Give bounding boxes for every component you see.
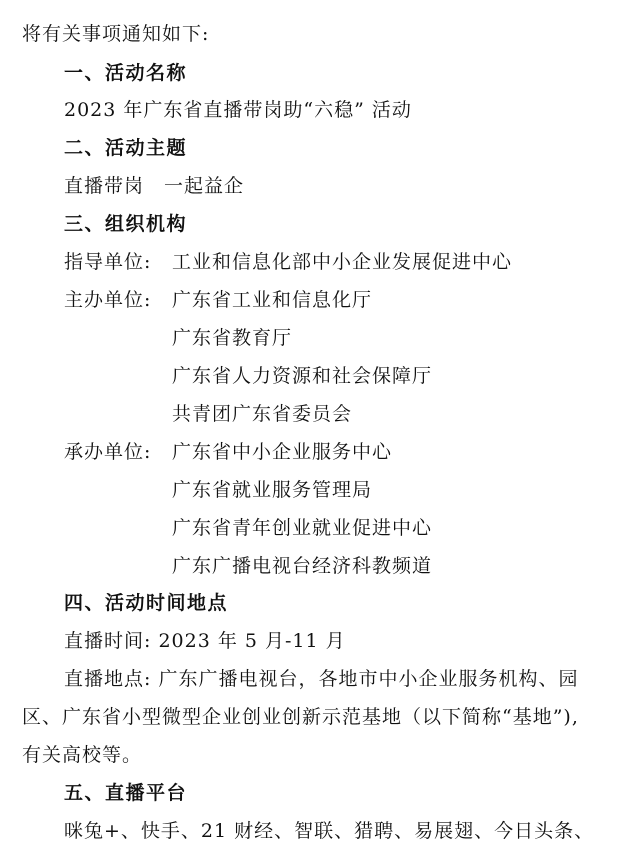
activity-name-text: 2023 年广东省直播带岗助“六稳” 活动 xyxy=(64,99,412,121)
organizer-unit-label: 承办单位: xyxy=(64,441,152,463)
host-unit: 广东省教育厅 xyxy=(172,327,293,349)
section-heading-activity-name: 一、活动名称 xyxy=(64,62,188,84)
platform-list-text: 咪兔+、快手、21 财经、智联、猎聘、易展翅、今日头条、 xyxy=(64,820,595,842)
activity-theme-text: 直播带岗 一起益企 xyxy=(64,175,245,197)
organizer-unit: 广东省就业服务管理局 xyxy=(172,479,373,501)
host-unit: 共青团广东省委员会 xyxy=(172,403,353,425)
host-unit-label: 主办单位: xyxy=(64,289,152,311)
section-heading-organization: 三、组织机构 xyxy=(64,213,188,235)
host-unit: 广东省人力资源和社会保障厅 xyxy=(172,365,433,387)
guide-unit-label: 指导单位: xyxy=(64,251,152,273)
section-heading-activity-theme: 二、活动主题 xyxy=(64,137,188,159)
host-unit: 广东省工业和信息化厅 xyxy=(172,289,373,311)
section-heading-platform: 五、直播平台 xyxy=(64,782,188,804)
organizer-unit: 广东广播电视台经济科教频道 xyxy=(172,555,433,577)
guide-unit: 工业和信息化部中小企业发展促进中心 xyxy=(172,251,513,273)
live-place-text: 区、广东省小型微型企业创业创新示范基地（以下简称“基地”), xyxy=(22,706,579,728)
live-place-text: 有关高校等。 xyxy=(22,744,143,766)
organizer-unit: 广东省青年创业就业促进中心 xyxy=(172,517,433,539)
section-heading-time-place: 四、活动时间地点 xyxy=(64,592,229,614)
live-time-text: 直播时间: 2023 年 5 月-11 月 xyxy=(64,630,346,652)
organizer-unit: 广东省中小企业服务中心 xyxy=(172,441,393,463)
live-place-text: 直播地点: 广东广播电视台，各地市中小企业服务机构、园 xyxy=(64,668,579,690)
intro-text: 将有关事项通知如下: xyxy=(22,23,210,45)
